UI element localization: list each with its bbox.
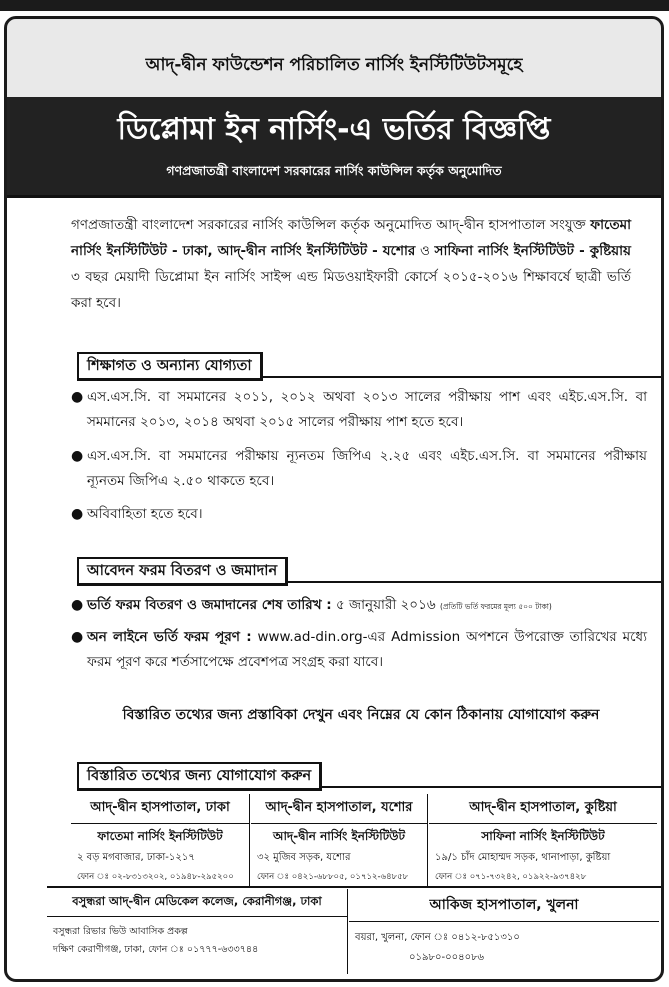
online-item xyxy=(71,625,647,675)
institute-name: ফাতেমা নার্সিং ইনস্টিটিউট xyxy=(97,829,223,843)
contact-heading: বিস্তারিত তথ্যের জন্য যোগাযোগ করুন xyxy=(77,762,322,791)
contact-grid-row1 xyxy=(71,794,661,886)
notice-header xyxy=(7,19,661,198)
bullet-icon: ● xyxy=(71,389,84,405)
bullet-icon: ● xyxy=(71,448,84,464)
institute-name: আদ্-দ্বীন নার্সিং ইনস্টিটিউট xyxy=(272,829,406,843)
intro-part1: গণপ্রজাতন্ত্রী বাংলাদেশ সরকারের নার্সিং কাউন্সিল কর্তৃক অনুমোদিত আদ্-দ্বীন হাসপাতাল সংযুক্ত xyxy=(71,217,591,233)
hospital-name: আদ্-দ্বীন হাসপাতাল, কুষ্টিয়া xyxy=(429,794,657,824)
hospital-name: আকিজ হাসপাতাল, খুলনা xyxy=(349,889,659,922)
qualification-item xyxy=(71,444,647,494)
contact-card-jessore xyxy=(251,794,428,886)
address: বয়রা, খুলনা, ফোন ঃ ০৪১২-৮৫১৩১০ xyxy=(355,932,520,943)
contact-card-keraniganj xyxy=(47,889,348,974)
notice-frame xyxy=(4,16,664,982)
phone: দক্ষিণ কেরাণীগঞ্জ, ঢাকা, ফোন ঃ ০১৭৭৭-৬৩৩৭৪৪ xyxy=(53,944,259,955)
bullet-icon: ● xyxy=(71,597,84,613)
qualifications-heading: শিক্ষাগত ও অন্যান্য যোগ্যতা xyxy=(77,352,263,381)
address: বসুন্ধরা রিভার ভিউ আবাসিক প্রকল্প xyxy=(53,926,188,937)
intro-paragraph xyxy=(71,212,631,316)
notice-title: ডিপ্লোমা ইন নার্সিং-এ ভর্তির বিজ্ঞপ্তি xyxy=(117,112,551,147)
organization-line: আদ্-দ্বীন ফাউন্ডেশন পরিচালিত নার্সিং ইনস্টিটিউটসমূহে xyxy=(145,55,523,75)
contact-card-kushtia xyxy=(429,794,657,886)
qualification-item xyxy=(71,385,647,435)
deadline-label: ভর্তি ফরম বিতরণ ও জমাদানের শেষ তারিখ : xyxy=(87,597,332,613)
deadline-item xyxy=(71,593,647,619)
contact-card-khulna xyxy=(349,889,659,974)
address: ৩২ মুজিব সড়ক, যশোর xyxy=(257,852,351,863)
intro-part2: ও xyxy=(415,243,435,259)
contact-card-dhaka xyxy=(71,794,250,886)
details-line: বিস্তারিত তথ্যের জন্য প্রস্তাবিকা দেখুন এবং নিম্নের যে কোন ঠিকানায় যোগাযোগ করুন xyxy=(122,707,600,723)
phone: ফোন ঃ ০৭১-৭৩২৪২, ০১৯২২-৯৩৭৪২৮ xyxy=(435,872,587,882)
address: ২ বড় মগবাজার, ঢাকা-১২১৭ xyxy=(77,852,195,863)
hospital-name: আদ্-দ্বীন হাসপাতাল, ঢাকা xyxy=(71,794,249,824)
qualification-item xyxy=(71,502,647,527)
bullet-icon: ● xyxy=(71,506,84,522)
online-text: www.ad-din.org-এর Admission অপশনে উপরোক্ত তারিখের মধ্যে ফরম পূরণ করে শর্তসাপেক্ষে প্রবেশপত্র সংগ্রহ করা যাবে। xyxy=(87,629,647,670)
phone: ফোন ঃ ০৪২১-৬৮৮০৫, ০১৭১২-৬৪৮৫৮ xyxy=(257,872,409,882)
qualification-text: এস.এস.সি. বা সমমানের পরীক্ষায় ন্যূনতম জিপিএ ২.২৫ এবং এইচ.এস.সি. বা সমমানের পরীক্ষায় ন্যূনতম জিপিএ ২.৫০ থাকতে হবে। xyxy=(87,448,647,489)
top-border-bar xyxy=(0,0,669,11)
institute-name: সাফিনা নার্সিং ইনস্টিটিউট xyxy=(481,829,605,843)
application-heading: আবেদন ফরম বিতরণ ও জমাদান xyxy=(77,557,288,586)
qualification-text: এস.এস.সি. বা সমমানের ২০১১, ২০১২ অথবা ২০১৩ সালের পরীক্ষায় পাশ এবং এইচ.এস.সি. বা সমমানের ২০১৩, ২০১৪ অথবা ২০১৫ সালের পরীক্ষায় পাশ হতে হবে। xyxy=(87,389,647,430)
address: ১৯/১ চাঁদ মোহাম্মদ সড়ক, থানাপাড়া, কুষ্টিয়া xyxy=(435,852,611,863)
phone: ফোন ঃ ০২-৮৩১৩২০২, ০১৯৪৮-২৯৫২০০ xyxy=(77,872,234,882)
hospital-name: বসুন্ধরা আদ্-দ্বীন মেডিকেল কলেজ, কেরানীগঞ্জ, ঢাকা xyxy=(47,889,347,917)
qualification-text: অবিবাহিতা হতে হবে। xyxy=(87,506,203,522)
deadline-date: ৫ জানুয়ারী ২০১৬ xyxy=(335,597,436,613)
contact-grid-row2 xyxy=(47,889,661,974)
deadline-note: (প্রতিটি ভর্তি ফরমের মূল্য ৫০০ টাকা) xyxy=(439,602,552,611)
hospital-name: আদ্-দ্বীন হাসপাতাল, যশোর xyxy=(251,794,427,824)
intro-institute-2: সাফিনা নার্সিং ইনস্টিটিউট - কুষ্টিয়ায় xyxy=(434,243,631,259)
online-label: অন লাইনে ভর্তি ফরম পূরণ : xyxy=(87,629,252,645)
intro-part3: ৩ বছর মেয়াদী ডিপ্লোমা ইন নার্সিং সাইন্স এন্ড মিডওয়াইফারী কোর্সে ২০১৫-২০১৬ শিক্ষাবর্ষে ছাত্রী ভর্তি করা হবে। xyxy=(71,269,631,311)
approval-line: গণপ্রজাতন্ত্রী বাংলাদেশ সরকারের নার্সিং কাউন্সিল কর্তৃক অনুমোদিত xyxy=(166,163,502,178)
intro-institute-1: ফাতেমা নার্সিং ইনস্টিটিউট - ঢাকা, আদ্-দ্বীন নার্সিং ইনস্টিটিউট - যশোর xyxy=(71,217,631,259)
phone: ০১৯৮০-০০৪০৮৬ xyxy=(409,952,485,963)
bullet-icon: ● xyxy=(71,629,84,645)
row-divider xyxy=(47,886,661,888)
